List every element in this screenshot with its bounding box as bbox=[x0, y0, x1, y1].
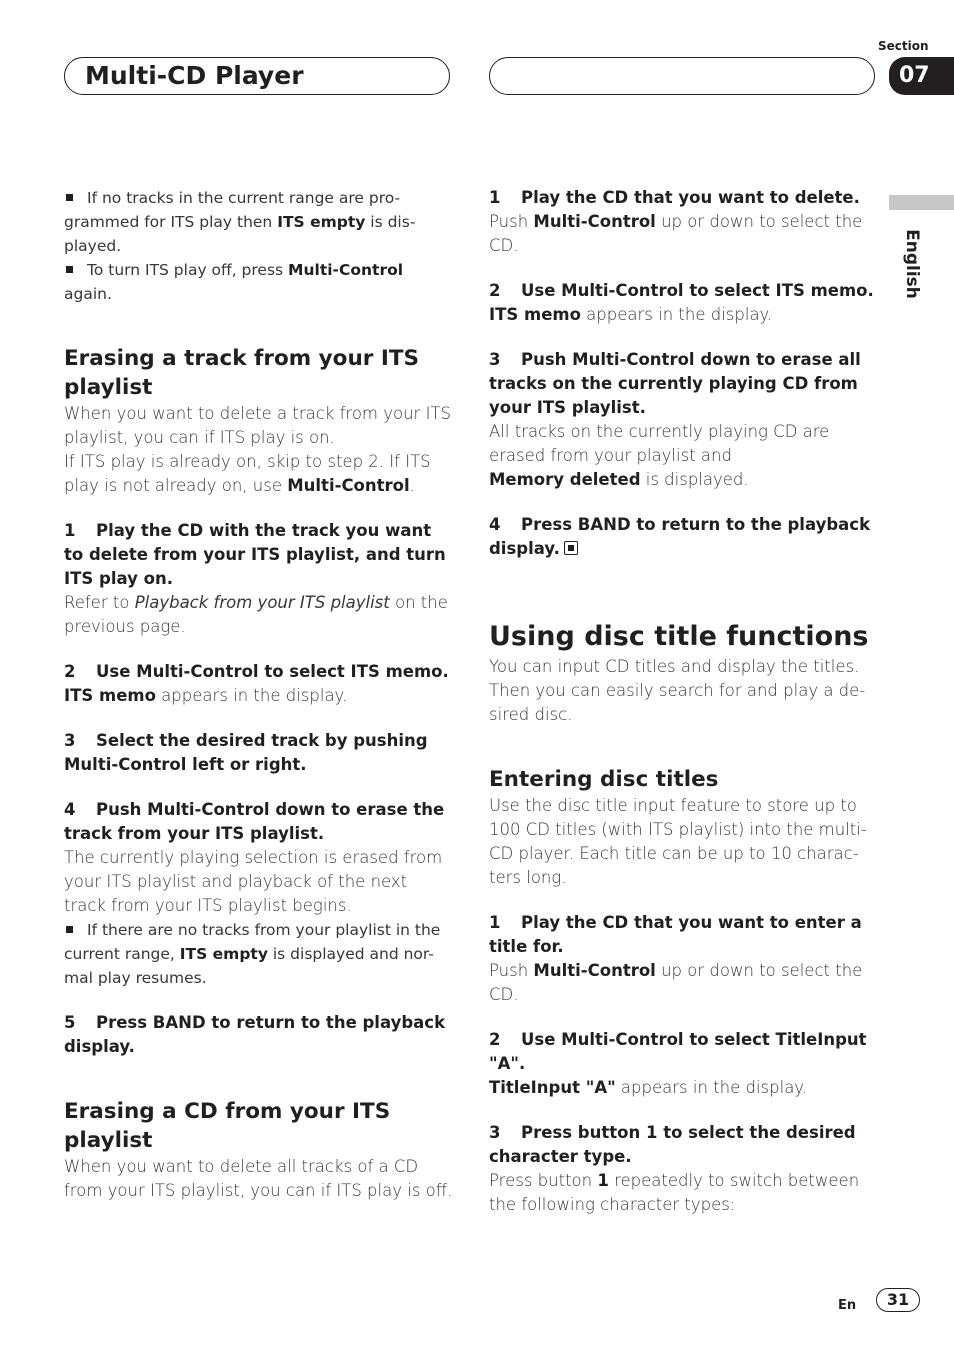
r-step-2-body: ITS memo appears in the display. bbox=[489, 305, 773, 324]
header-blank-box bbox=[489, 57, 875, 95]
section-label: Section bbox=[878, 39, 929, 53]
language-label: English bbox=[902, 229, 922, 299]
page-number: 31 bbox=[876, 1288, 920, 1312]
heading-erase-track: Erasing a track from your ITS playlist bbox=[64, 346, 420, 400]
left-column bbox=[64, 186, 454, 1203]
end-of-section-icon bbox=[564, 541, 578, 555]
heading-erase-cd: Erasing a CD from your ITS playlist bbox=[64, 1099, 391, 1153]
r-step-1-heading: 1 Play the CD that you want to delete. bbox=[489, 188, 860, 207]
step-4-heading: 4 Push Multi-Control down to erase the track from your ITS playlist. bbox=[64, 800, 445, 843]
e-step-1-heading: 1 Play the CD that you want to enter a title for. bbox=[489, 913, 862, 956]
right-column bbox=[489, 186, 874, 1217]
bullet-icon bbox=[66, 926, 73, 933]
e-step-3-body: Press button 1 repeatedly to switch between the following character types: bbox=[489, 1171, 860, 1214]
step-1-heading: 1 Play the CD with the track you want to delete from your ITS playlist, and turn ITS play on. bbox=[64, 521, 446, 588]
r-step-3-heading: 3 Push Multi-Control down to erase all tracks on the currently playing CD from your ITS playlist. bbox=[489, 350, 861, 417]
page-title: Multi-CD Player bbox=[85, 61, 304, 90]
bullet-icon bbox=[66, 194, 73, 201]
heading-disc-title: Using disc title functions bbox=[489, 621, 869, 652]
language-tab-bar bbox=[889, 195, 954, 210]
step-3-heading: 3 Select the desired track by pushing Multi-Control left or right. bbox=[64, 731, 428, 774]
r-step-1-body: Push Multi-Control up or down to select the CD. bbox=[489, 212, 863, 255]
footer-language: En bbox=[838, 1298, 857, 1313]
e-step-2-body: TitleInput "A" appears in the display. bbox=[489, 1078, 807, 1097]
e-step-1-body: Push Multi-Control up or down to select the CD. bbox=[489, 961, 863, 1004]
step-2-heading: 2 Use Multi-Control to select ITS memo. bbox=[64, 662, 449, 681]
erase-cd-body: When you want to delete all tracks of a CD from your ITS playlist, you can if ITS play is off. bbox=[64, 1157, 453, 1200]
r-step-2-heading: 2 Use Multi-Control to select ITS memo. bbox=[489, 281, 874, 300]
entering-body: Use the disc title input feature to store up to 100 CD titles (with ITS playlist) into the multi-CD player. Each title can be up to 10 charac-ters long. bbox=[489, 796, 867, 887]
step-1-body: Refer to Playback from your ITS playlist on the previous page. bbox=[64, 593, 448, 636]
header-title-box bbox=[64, 57, 450, 95]
step-5-heading: 5 Press BAND to return to the playback display. bbox=[64, 1013, 446, 1056]
note-its-empty: If no tracks in the current range are pro- grammed for ITS play then ITS empty is dis- played. bbox=[64, 189, 416, 255]
bullet-icon bbox=[66, 266, 73, 273]
r-step-4-heading: 4 Press BAND to return to the playback display. bbox=[489, 515, 871, 558]
e-step-2-heading: 2 Use Multi-Control to select TitleInput "A". bbox=[489, 1030, 867, 1073]
erase-track-intro: When you want to delete a track from your ITS playlist, you can if ITS play is on. If ITS play is already on, skip to step 2. If ITS play is not already on, use Multi-Control. bbox=[64, 404, 452, 495]
section-number-tab: 07 bbox=[889, 57, 954, 95]
note-step-4: If there are no tracks from your playlist in the current range, ITS empty is displayed and nor-mal play resumes. bbox=[64, 921, 441, 987]
e-step-3-heading: 3 Press button 1 to select the desired character type. bbox=[489, 1123, 856, 1166]
disc-title-body: You can input CD titles and display the titles. Then you can easily search for and play a de-sired disc. bbox=[489, 657, 866, 724]
note-its-off: To turn ITS play off, press Multi-Control again. bbox=[64, 261, 404, 303]
r-step-3-body: All tracks on the currently playing CD are erased from your playlist and Memory deleted is displayed. bbox=[489, 422, 830, 489]
heading-entering: Entering disc titles bbox=[489, 767, 719, 792]
step-4-body: The currently playing selection is erased from your ITS playlist and playback of the next track from your ITS playlist begins. bbox=[64, 848, 443, 915]
step-2-body: ITS memo appears in the display. bbox=[64, 686, 348, 705]
